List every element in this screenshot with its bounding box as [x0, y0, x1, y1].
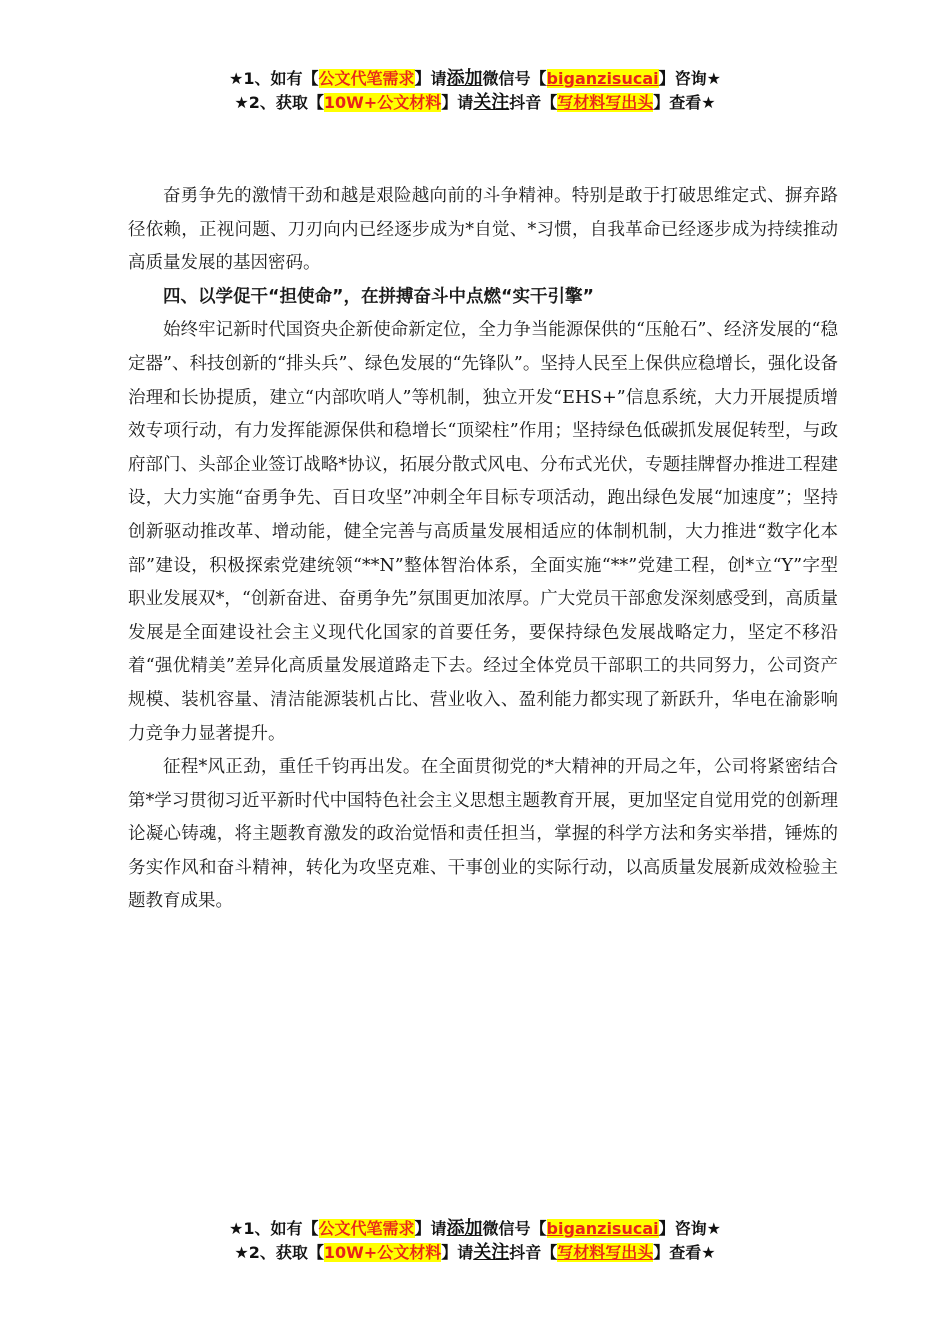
section-heading: 四、以学促干“担使命”，在拼搏奋斗中点燃“实干引擎” [163, 286, 595, 307]
promo-text: 】请 [441, 1243, 474, 1262]
promo-text: ★2、获取【 [234, 1243, 324, 1262]
promo-text: 】请 [414, 1219, 447, 1238]
paragraph: 征程*风正劲，重任千钧再出发。在全面贯彻党的*大精神的开局之年，公司将紧密结合第*学习贯彻习近平新时代中国特色社会主义思想主题教育开展，更加坚定自觉用党的创新理论凝心铸魂，将主题教育激发的政治觉悟和责任担当，掌握的科学方法和务实举措，锤炼的务实作风和奋斗精神，转化为攻坚克难、干事创业的实际行动，以高质量发展新成效检验主题教育成果。 [128, 757, 838, 912]
promo-text: 微信号【 [482, 1219, 547, 1238]
promo-text: 抖音【 [509, 1243, 558, 1262]
promo-text: 】咨询★ [658, 69, 721, 88]
promo-text: ★1、如有【 [229, 1219, 319, 1238]
promo-highlight: 10W+公文材料 [323, 1243, 442, 1262]
promo-text: 】查看★ [653, 1243, 716, 1262]
document-body [128, 180, 838, 919]
promo-highlight: 10W+公文材料 [323, 93, 442, 112]
paragraph: 始终牢记新时代国资央企新使命新定位，全力争当能源保供的“压舱石”、经济发展的“稳定器”、科技创新的“排头兵”、绿色发展的“先锋队”。坚持人民至上保供应稳增长，强化设备治理和长协提质，建立“内部吹哨人”等机制，独立开发“EHS+”信息系统，大力开展提质增效专项行动，有力发挥能源保供和稳增长“顶梁柱”作用；坚持绿色低碳抓发展促转型，与政府部门、头部企业签订战略*协议，拓展分散式风电、分布式光伏，专题挂牌督办推进工程建设，大力实施“奋勇争先、百日攻坚”冲刺全年目标专项活动，跑出绿色发展“加速度”；坚持创新驱动推改革、增动能，健全完善与高质量发展相适应的体制机制，大力推进“数字化本部”建设，积极探索党建统领“**N”整体智治体系，全面实施“**”党建工程，创*立“Y”字型职业发展双*，“创新奋进、奋勇争先”氛围更加浓厚。广大党员干部愈发深刻感受到，高质量发展是全面建设社会主义现代化国家的首要任务，要保持绿色发展战略定力，坚定不移沿着“强优精美”差异化高质量发展道路走下去。经过全体党员干部职工的共同努力，公司资产规模、装机容量、清洁能源装机占比、营业收入、盈利能力都实现了新跃升，华电在渝影响力竞争力显著提升。 [128, 320, 838, 744]
header-promo-banner [0, 67, 950, 115]
promo-text: 】请 [441, 93, 474, 112]
promo-line-2 [0, 91, 950, 115]
promo-emphasis: 添加 [446, 1218, 483, 1239]
promo-text: 】咨询★ [658, 1219, 721, 1238]
promo-line-1 [0, 67, 950, 91]
promo-douyin-id: 写材料写出头 [557, 1243, 654, 1262]
promo-emphasis: 关注 [473, 1242, 510, 1263]
promo-text: 抖音【 [509, 93, 558, 112]
promo-emphasis: 关注 [473, 92, 510, 113]
promo-text: 微信号【 [482, 69, 547, 88]
promo-text: 】查看★ [653, 93, 716, 112]
promo-highlight: 公文代笔需求 [318, 69, 415, 88]
promo-emphasis: 添加 [446, 68, 483, 89]
promo-highlight: 公文代笔需求 [318, 1219, 415, 1238]
promo-text: ★1、如有【 [229, 69, 319, 88]
paragraph: 奋勇争先的激情干劲和越是艰险越向前的斗争精神。特别是敢于打破思维定式、摒弃路径依赖，正视问题、刀刃向内已经逐步成为*自觉、*习惯，自我革命已经逐步成为持续推动高质量发展的基因密码。 [128, 186, 838, 274]
promo-text: ★2、获取【 [234, 93, 324, 112]
promo-line-2 [0, 1241, 950, 1265]
promo-line-1 [0, 1217, 950, 1241]
promo-text: 】请 [414, 69, 447, 88]
promo-douyin-id: 写材料写出头 [557, 93, 654, 112]
promo-wechat-id: biganzisucai [546, 69, 659, 88]
footer-promo-banner [0, 1217, 950, 1265]
promo-wechat-id: biganzisucai [546, 1219, 659, 1238]
